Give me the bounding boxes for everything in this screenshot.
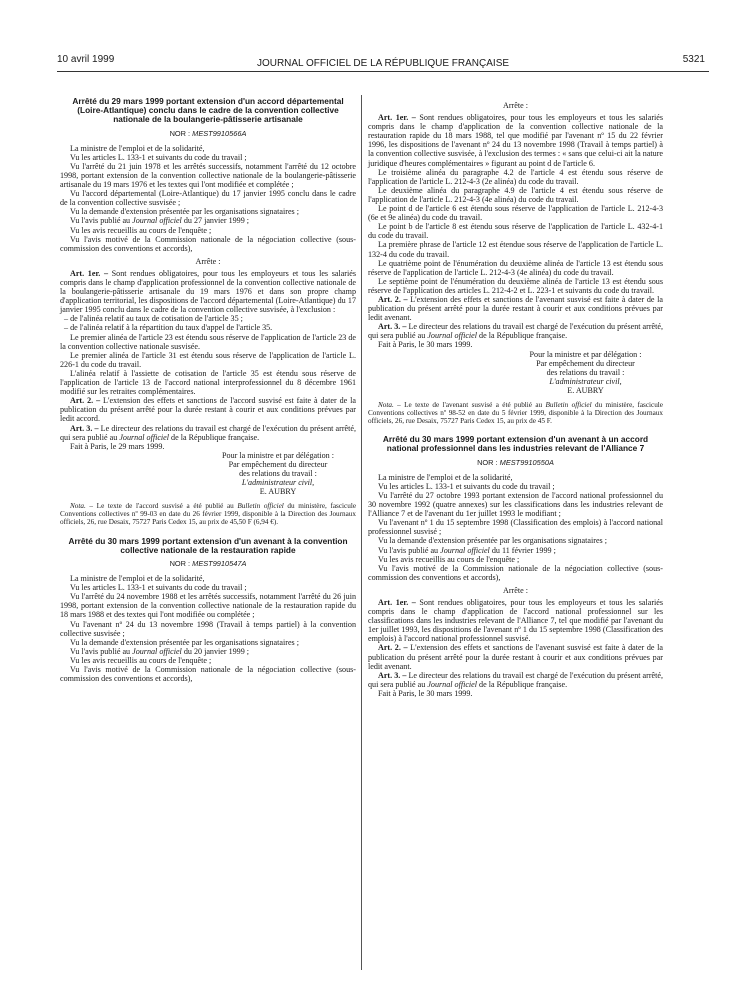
article-label: Art. 2. –	[70, 396, 101, 406]
arrete-3-art2	[368, 643, 663, 670]
article-text: L'extension des effets et sanctions de l'accord susvisé est faite à dater de la publication du présent arrêté pour la durée restant à courir et aux conditions prévues par ledit accord.	[60, 396, 356, 424]
arrete-1-art2	[60, 396, 356, 423]
article-label: Art. 3. –	[378, 322, 407, 332]
arrete-3-para: Vu les avis recueillis au cours de l'enquête ;	[378, 554, 520, 564]
arrete-2-para: Vu l'arrêté du 24 novembre 1988 et les arrêtés successifs, notamment l'arrêté du 26 juin 1998, portant extension de la convention collective nationale de la restauration rapide du 18 mars 1988 et des textes qui l'ont modifiée ou complétée ;	[60, 592, 356, 620]
arrete-3-para: Vu la demande d'extension présentée par les organisations signataires ;	[378, 536, 607, 546]
note-label: Nota.	[70, 502, 86, 511]
arrete-2-note	[368, 401, 663, 425]
header-rule	[57, 71, 709, 72]
arrete-1-para: Vu la demande d'extension présentée par les organisations signataires ;	[70, 207, 299, 217]
arrete-3-fait: Fait à Paris, le 30 mars 1999.	[378, 688, 473, 698]
header-date: 10 avril 1999	[57, 54, 115, 65]
note-label: Nota.	[378, 401, 394, 409]
article-label: Art. 1er. –	[378, 598, 416, 607]
article-label: Art. 1er. –	[70, 268, 108, 278]
arrete-1-para: L'alinéa relatif à l'assiette de cotisation de l'article 35 est étendu sous réserve de l'application de l'article 13 de l'accord national interprofessionnel du 8 décembre 1961 modifié sur les retraites complémentaires.	[60, 368, 356, 397]
signature-name: E. AUBRY	[567, 385, 604, 395]
bulletin-ref: Bulletin officiel	[545, 401, 592, 409]
signature-line: des relations du travail :	[546, 367, 625, 377]
header-journal-title: JOURNAL OFFICIEL DE LA RÉPUBLIQUE FRANÇAISE	[256, 58, 510, 69]
bulletin-ref: Bulletin officiel	[237, 502, 284, 511]
arrete-1-signature	[200, 451, 356, 496]
text: Vu l'avis publié au	[70, 646, 133, 656]
arrete-2-para: Le point b de l'article 8 est étendu sous réserve de l'application de l'article L. 432-4-1 du code du travail.	[368, 222, 663, 241]
note-text: – Le texte de l'avenant susvisé a été publié au	[393, 401, 546, 409]
note-text: du ministère, fascicule Conventions collectives nº 98-52 en date du 5 février 1999, disponible à la Direction des Journaux officiels, 26, rue Desaix, 75727 Paris Cedex 15, au prix de 45 F.	[368, 401, 663, 426]
column-divider	[361, 95, 362, 970]
arrete-2-arrete: Arrête :	[503, 101, 528, 110]
article-text: L'extension des effets et sanctions de l'avenant susvisé est faite à dater de la publication du présent arrêté pour la durée restant à courir et aux conditions prévues par ledit avenant.	[368, 294, 664, 323]
journal-ref: Journal officiel	[119, 432, 170, 442]
text: Vu l'avis publié au	[70, 216, 133, 226]
arrete-1-para: La ministre de l'emploi et de la solidarité,	[70, 143, 205, 153]
signature-line: Par empêchement du directeur	[536, 358, 635, 368]
arrete-2-para: La ministre de l'emploi et de la solidarité,	[70, 574, 205, 584]
arrete-2-para: Le troisième alinéa du paragraphe 4.2 de l'article 4 est étendu sous réserve de l'application de l'article L. 212-4-3 (2e alinéa) du code du travail.	[368, 167, 663, 186]
arrete-1-nor	[60, 129, 356, 138]
arrete-2-para: Vu l'avenant nº 24 du 13 novembre 1998 (Travail à temps partiel) à la convention collective susvisée ;	[60, 619, 356, 638]
arrete-1-arrete: Arrête :	[195, 256, 221, 266]
text: du 27 janvier 1999 ;	[181, 216, 250, 226]
arrete-3-para: La ministre de l'emploi et de la solidarité,	[378, 472, 513, 482]
article-text: Sont rendues obligatoires, pour tous les employeurs et tous les salariés compris dans le champ d'application de l'accord national professionnel sur les classifications dans les industries relevant de l'Alliance 7, tel que modifié par l'avenant du 1er juillet 1993, les dispositions de l'avenant nº 1 du 15 septembre 1998 (Classification des emplois) à l'accord national professionnel susvisé.	[368, 598, 664, 644]
journal-ref: Journal officiel	[427, 331, 478, 341]
signature-name: E. AUBRY	[259, 487, 297, 497]
article-text: de la République française.	[477, 331, 568, 341]
journal-ref: Journal officiel	[132, 216, 182, 226]
arrete-3-nor	[368, 458, 663, 467]
arrete-1-para: Vu l'accord départemental (Loire-Atlantique) du 17 janvier 1995 conclu dans le cadre de la convention collective susvisée ;	[60, 189, 356, 208]
right-column	[368, 97, 663, 698]
signature-line: Par empêchement du directeur	[228, 459, 328, 469]
journal-ref: Journal officiel	[132, 646, 182, 656]
arrete-2-art2	[368, 295, 663, 322]
arrete-2-para: Vu les articles L. 133-1 et suivants du code du travail ;	[70, 583, 247, 593]
arrete-2-signature	[508, 350, 663, 395]
arrete-1-para: Vu les articles L. 133-1 et suivants du code du travail ;	[70, 152, 247, 162]
arrete-3-art1	[368, 598, 663, 643]
arrete-3-para	[368, 546, 663, 555]
nor-label: NOR :	[169, 558, 191, 568]
arrete-2-art1	[368, 113, 663, 168]
arrete-2-para: Vu l'avis motivé de la Commission nationale de la négociation collective (sous-commission des conventions et accords),	[60, 664, 356, 684]
article-text: de la République française.	[477, 679, 568, 689]
journal-ref: Journal officiel	[440, 545, 490, 555]
signature-line: Pour la ministre et par délégation :	[529, 349, 642, 359]
article-text: Le directeur des relations du travail est chargé de l'exécution du présent arrêté, qui sera publié au	[368, 670, 663, 689]
arrete-2-para	[60, 647, 356, 656]
signature-line: L'administrateur civil,	[549, 376, 622, 386]
arrete-1-para: Le premier alinéa de l'article 31 est étendu sous réserve de l'application de l'article L. 226-1 du code du travail.	[60, 350, 356, 369]
arrete-1-exclusion: – de l'alinéa relatif à la répartition du taux d'appel de l'article 35.	[64, 323, 273, 333]
nor-code: MESТ9910566A	[192, 128, 247, 138]
arrete-2-para: Le deuxième alinéa du paragraphe 4.9 de l'article 4 est étendu sous réserve de l'application de l'article L. 212-4-3 (4e alinéa) du code du travail.	[368, 185, 663, 204]
arrete-1-fait: Fait à Paris, le 29 mars 1999.	[70, 441, 165, 451]
arrete-1-para	[60, 216, 356, 225]
arrete-3-art3	[368, 671, 663, 689]
article-text: Le directeur des relations du travail est chargé de l'exécution du présent arrêté, qui sera publié au	[60, 423, 356, 442]
note-text: du ministère, fascicule Conventions collectives nº 99-03 en date du 26 février 1999, disponible à la Direction des Journaux officiels, 26, rue Desaix, 75727 Paris Cedex 15, au prix de 45,50 F (6,94 €).	[60, 502, 357, 527]
arrete-3-title: Arrêté du 30 mars 1999 portant extension d'un avenant à un accord national professionnel dans les industries relevant de l'Alliance 7	[382, 434, 649, 454]
arrete-1-title: Arrêté du 29 mars 1999 portant extension d'un accord départemental (Loire-Atlantique) conclu dans le cadre de la convention collective nationale de la boulangerie-pâtisserie artisanale	[72, 96, 344, 125]
article-text: de la République française.	[169, 432, 260, 442]
arrete-3-para: Vu l'avis motivé de la Commission nationale de la négociation collective (sous-commission des conventions et accords),	[368, 563, 663, 582]
nor-label: NOR :	[169, 128, 191, 138]
note-text: – Le texte de l'accord susvisé a été publié au	[85, 502, 238, 511]
arrete-2-nor	[60, 559, 356, 568]
arrete-1-para: Vu l'arrêté du 21 juin 1978 et les arrêtés successifs, notamment l'arrêté du 12 octobre 1998, portant extension de la convention collective nationale de la boulangerie-pâtisserie artisanale du 19 mars 1976 et les textes qui l'ont modifiée et complétée ;	[60, 161, 356, 190]
text: du 11 février 1999 ;	[489, 545, 556, 555]
nor-code: MEST9910550A	[499, 457, 554, 467]
left-column	[60, 97, 356, 683]
signature-line: Pour la ministre et par délégation :	[222, 450, 334, 460]
arrete-1-para: Le premier alinéa de l'article 23 est étendu sous réserve de l'application de l'article 23 de la convention collective nationale susvisée.	[60, 332, 356, 351]
arrete-3-para: Vu l'arrêté du 27 octobre 1993 portant extension de l'accord national professionnel du 30 novembre 1992 (quatre annexes) sur les classifications dans les industries relevant de l'Alliance 7 et de l'avenant du 1er juillet 1993 le modifiant ;	[368, 490, 663, 519]
arrete-2-para: La première phrase de l'article 12 est étendue sous réserve de l'application de l'article L. 132-4 du code du travail.	[368, 240, 663, 259]
signature-line: L'administrateur civil,	[241, 478, 315, 488]
arrete-1-para: Vu les avis recueillis au cours de l'enquête ;	[70, 225, 212, 235]
arrete-1-para: Vu l'avis motivé de la Commission nationale de la négociation collective (sous-commission des conventions et accords),	[60, 234, 356, 253]
arrete-2-para: Le point d de l'article 6 est étendu sous réserve de l'application de l'article L. 212-4-3 (6e et 9e alinéa) du code du travail.	[368, 204, 663, 223]
article-label: Art. 2. –	[378, 294, 408, 304]
arrete-3-para: Vu les articles L. 133-1 et suivants du code du travail ;	[378, 481, 555, 491]
arrete-2-para: Vu la demande d'extension présentée par les organisations signataires ;	[70, 637, 299, 647]
text: Vu l'avis publié au	[378, 545, 441, 555]
arrete-2-para: Vu les avis recueillis au cours de l'enquête ;	[70, 655, 212, 665]
journal-ref: Journal officiel	[427, 679, 478, 689]
article-label: Art. 1er. –	[378, 113, 416, 123]
arrete-1-exclusion: – de l'alinéa relatif au taux de cotisation de l'article 35 ;	[64, 314, 243, 324]
nor-code: MEST9910547A	[192, 558, 247, 568]
article-text: Sont rendues obligatoires, pour tous les employeurs et tous les salariés compris dans le champ d'application professionnel de la convention collective nationale de la boulangerie-pâtisserie artisanale du 19 mars 1976 et dans son propre champ d'application territorial, les dispositions de l'accord départemental (Loire-Atlantique) du 17 janvier 1995 conclu dans le cadre de la convention collective susvisée, à l'exclusion :	[60, 268, 356, 315]
arrete-1-art3	[60, 424, 356, 442]
signature-line: des relations du travail :	[239, 468, 317, 478]
text: du 20 janvier 1999 ;	[181, 646, 250, 656]
arrete-2-title: Arrêté du 30 mars 1999 portant extension d'un avenant à la convention collective nationale de la restauration rapide	[68, 535, 348, 555]
article-label: Art. 3. –	[70, 423, 99, 433]
page-header	[57, 54, 709, 68]
article-label: Art. 3. –	[378, 670, 407, 680]
arrete-3-arrete: Arrête :	[503, 585, 528, 595]
nor-label: NOR :	[477, 457, 498, 467]
arrete-2-para: Le quatrième point de l'énumération du deuxième alinéa de l'article 13 est étendu sous réserve de l'application de l'article L. 212-4-3 (4e alinéa) du code du travail.	[368, 258, 663, 277]
article-text: Le directeur des relations du travail est chargé de l'exécution du présent arrêté, qui sera publié au	[368, 322, 663, 341]
arrete-2-fait: Fait à Paris, le 30 mars 1999.	[378, 340, 473, 350]
article-text: L'extension des effets et sanctions de l'avenant susvisé est faite à dater de la publication du présent arrêté pour la durée restant à courir et aux conditions prévues par ledit avenant.	[368, 643, 664, 671]
header-page-number: 5321	[682, 54, 705, 65]
arrete-1-art1	[60, 269, 356, 314]
article-label: Art. 2. –	[378, 643, 408, 653]
arrete-2-art3	[368, 322, 663, 340]
arrete-1-note	[60, 502, 356, 526]
arrete-2-para: Le septième point de l'énumération du deuxième alinéa de l'article 13 est étendu sous réserve de l'application des articles L. 212-4-2 et L. 223-1 et suivants du code du travail.	[368, 276, 663, 295]
arrete-3-para: Vu l'avenant nº 1 du 15 septembre 1998 (Classification des emplois) à l'accord national professionnel susvisé ;	[368, 518, 663, 537]
article-text: Sont rendues obligatoires, pour tous les employeurs et tous les salariés compris dans le champ d'application de la convention collective nationale de la restauration rapide du 18 mars 1988, tel que modifié par l'avenant nº 15 du 22 février 1996, les dispositions de l'avenant nº 24 du 13 novembre 1998 (Travail à temps partiel) à la convention collective susvisée, à l'exclusion des termes : « sans que celui-ci ait la nature juridique d'heures complémentaires » figurant au point d de l'article 6.	[368, 113, 664, 168]
